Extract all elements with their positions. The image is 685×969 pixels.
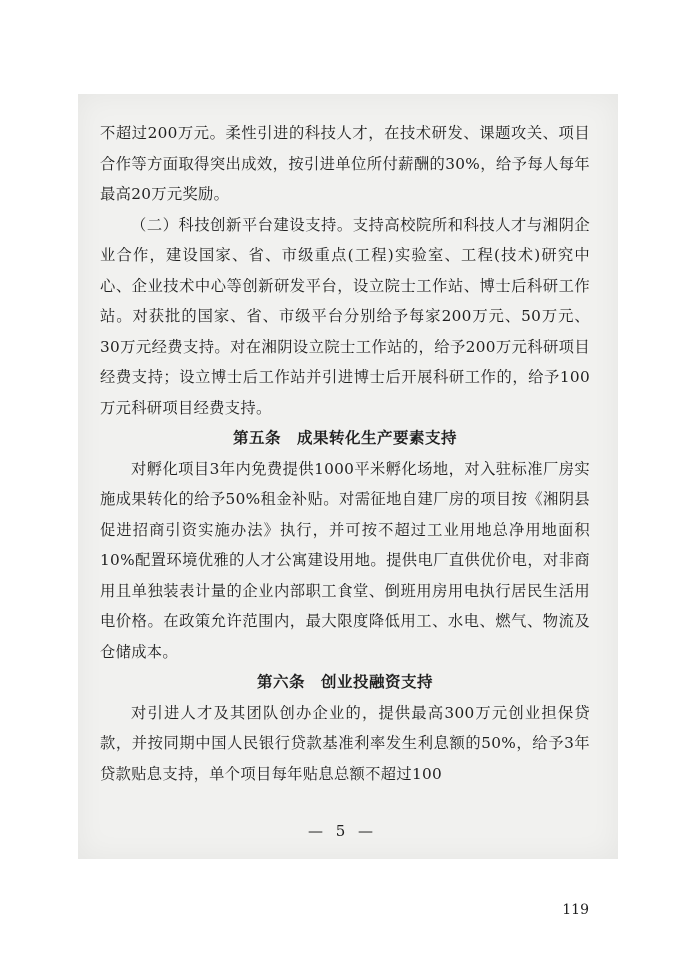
inner-page-number: — 5 — (307, 822, 378, 840)
paragraph-3: 对孵化项目3年内免费提供1000平米孵化场地，对入驻标准厂房实施成果转化的给予50%租金补贴。对需征地自建厂房的项目按《湘阴县促进招商引资实施办法》执行，并可按不超过工业用地总净用地面积10%配置环境优雅的人才公寓建设用地。提供电厂直供优价电，对非商用且单独装表计量的企业内部职工食堂、倒班用房用电执行居民生活用电价格。在政策允许范围内，最大限度降低用工、水电、燃气、物流及仓储成本。 (100, 459, 590, 661)
section-heading-article-5: 第五条 成果转化生产要素支持 (232, 429, 457, 447)
section-heading-article-6: 第六条 创业投融资支持 (256, 673, 433, 691)
paragraph-1: 不超过200万元。柔性引进的科技人才，在技术研发、课题攻关、项目合作等方面取得突出成效，按引进单位所付薪酬的30%，给予每人每年最高20万元奖励。 (100, 124, 590, 203)
paragraph-4: 对引进人才及其团队创办企业的，提供最高300万元创业担保贷款，并按同期中国人民银行贷款基准利率发生利息额的50%，给予3年贷款贴息支持，单个项目每年贴息总额不超过100 (100, 703, 590, 783)
outer-page-number: 119 (562, 902, 589, 918)
document-body (100, 118, 590, 789)
paragraph-2: （二）科技创新平台建设支持。支持高校院所和科技人才与湘阴企业合作，建设国家、省、市级重点(工程)实验室、工程(技术)研究中心、企业技术中心等创新研发平台，设立院士工作站、博士后科研工作站。对获批的国家、省、市级平台分别给予每家200万元、50万元、30万元经费支持。对在湘阴设立院士工作站的，给予200万元科研项目经费支持；设立博士后工作站并引进博士后开展科研工作的，给予100万元科研项目经费支持。 (100, 215, 590, 417)
